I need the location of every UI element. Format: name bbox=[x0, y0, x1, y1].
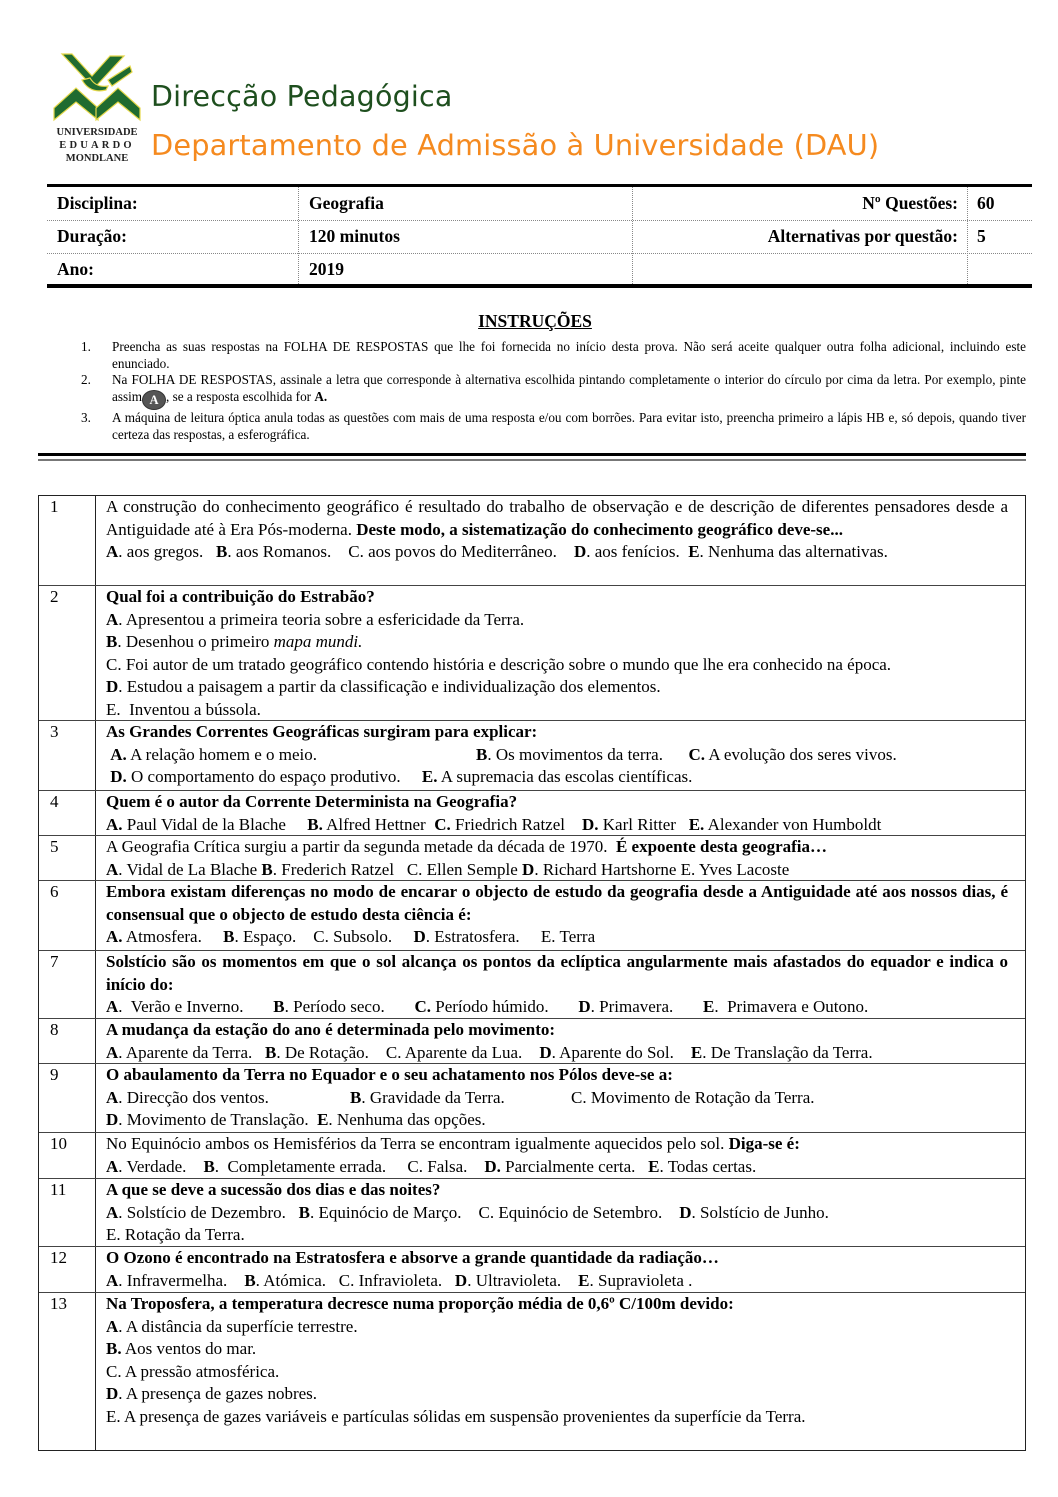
question-number: 5 bbox=[50, 837, 59, 856]
option-text: Infravioleta. bbox=[358, 1270, 443, 1290]
option-line: B. Desenhou o primeiro mapa mundi. bbox=[106, 632, 363, 652]
option-letter: D bbox=[106, 677, 119, 697]
question-number: 2 bbox=[50, 587, 59, 606]
question-number: 10 bbox=[50, 1134, 67, 1153]
option-letter: A bbox=[106, 1042, 119, 1062]
option-text: Os movimentos da terra. bbox=[495, 744, 663, 764]
option-letter: B bbox=[203, 1156, 215, 1176]
option-letter: D bbox=[582, 814, 595, 834]
stem-bold-text: A que se deve a sucessão dos dias e das noites? bbox=[106, 1180, 441, 1199]
question-row bbox=[39, 1133, 1025, 1179]
options-line: A. aos gregos. B. aos Romanos. C. aos povos do Mediterrâneo. D. aos fenícios. E. Nenhuma das alternativas. bbox=[106, 542, 888, 562]
duracao-value: 120 minutos bbox=[309, 226, 400, 246]
option-letter: C bbox=[385, 1042, 398, 1062]
option-letter: A bbox=[106, 1270, 119, 1290]
question-number: 7 bbox=[50, 952, 59, 971]
option-text: Vidal de La Blache bbox=[126, 859, 258, 879]
ano-value: 2019 bbox=[309, 259, 344, 279]
option-text: Falsa. bbox=[427, 1156, 468, 1176]
options-line: A. Infravermelha. B. Atómica. C. Infravioleta. D. Ultravioleta. E. Supravioleta . bbox=[106, 1270, 693, 1290]
alternativas-value: 5 bbox=[977, 226, 986, 246]
question-row bbox=[39, 1179, 1025, 1247]
option-text: Infravermelha. bbox=[126, 1270, 228, 1290]
option-letter: B bbox=[273, 997, 285, 1017]
disciplina-value: Geografia bbox=[309, 193, 384, 213]
option-letter: B bbox=[265, 1042, 277, 1062]
question-stem bbox=[106, 1019, 1008, 1042]
option-text: Ultravioleta. bbox=[475, 1270, 562, 1290]
option-letter: C bbox=[348, 542, 360, 562]
options-line: A. Aparente da Terra. B. De Rotação. C. Aparente da Lua. D. Aparente do Sol. E. De Translação da Terra. bbox=[106, 1042, 873, 1062]
option-text: De Rotação. bbox=[284, 1042, 369, 1062]
option-text: Verão e Inverno. bbox=[130, 997, 244, 1017]
option-letter: A bbox=[106, 1087, 119, 1107]
alternativas-label: Alternativas por questão: bbox=[767, 226, 958, 246]
option-text: Nenhuma das opções. bbox=[336, 1110, 486, 1130]
option-letter: B bbox=[223, 927, 235, 947]
option-text: Primavera. bbox=[599, 997, 674, 1017]
option-letter: A bbox=[106, 542, 119, 562]
option-text: Nenhuma das alternativas. bbox=[708, 542, 888, 562]
question-number: 8 bbox=[50, 1020, 59, 1039]
option-line: D. Estudou a paisagem a partir da classificação e individualização dos elementos. bbox=[106, 677, 661, 697]
option-letter: A bbox=[106, 814, 119, 834]
question-stem bbox=[106, 1247, 1008, 1270]
option-text: Equinócio de Março. bbox=[318, 1202, 462, 1222]
option-text: A evolução dos seres vivos. bbox=[708, 744, 897, 764]
instruction-text: Preencha as suas respostas na FOLHA DE RESPOSTAS que lhe foi fornecida no início desta prova. Não será aceite qualquer outra folha adicional, incluindo este enunciado. bbox=[112, 339, 1026, 371]
option-text: Parcialmente certa. bbox=[505, 1156, 636, 1176]
option-text: Paul Vidal de la Blache bbox=[126, 814, 286, 834]
option-text: A relação homem e o meio. bbox=[130, 744, 318, 764]
option-letter: B bbox=[106, 1339, 118, 1359]
question-row bbox=[39, 1293, 1025, 1450]
option-letter: C bbox=[571, 1087, 583, 1107]
option-letter: E bbox=[317, 1110, 329, 1130]
option-text: Richard Hartshorne bbox=[542, 859, 677, 879]
section-divider bbox=[38, 453, 1026, 456]
option-letter: D bbox=[539, 1042, 552, 1062]
instruction-item bbox=[78, 339, 1026, 372]
option-line: E. A presença de gazes variáveis e partículas sólidas em suspensão provenientes da superfície da Terra. bbox=[106, 1406, 806, 1426]
option-text: Foi autor de um tratado geográfico contendo história e descrição sobre o mundo que lhe era conhecido na época. bbox=[125, 654, 892, 674]
option-line: A. A distância da superfície terrestre. bbox=[106, 1316, 358, 1336]
option-text: Movimento de Rotação da Terra. bbox=[590, 1087, 815, 1107]
options-line: D. O comportamento do espaço produtivo. E. A supremacia das escolas científicas. bbox=[110, 767, 693, 787]
stem-bold-text: Solstício são os momentos em que o sol alcança os pontos da eclíptica angularmente mais afastados do equador e indica o início do: bbox=[106, 952, 1008, 994]
question-row bbox=[39, 951, 1025, 1019]
option-letter: E bbox=[106, 1406, 117, 1426]
question-body bbox=[106, 1133, 1008, 1178]
question-stem bbox=[106, 1179, 1008, 1202]
option-text: A presença de gazes nobres. bbox=[125, 1384, 318, 1404]
question-stem bbox=[106, 881, 1008, 926]
question-body bbox=[106, 1293, 1008, 1429]
stem-bold-text: Quem é o autor da Corrente Determinista na Geografia? bbox=[106, 792, 518, 811]
university-logo bbox=[52, 50, 142, 172]
options-line: A. A relação homem e o meio. B. Os movimentos da terra. C. A evolução dos seres vivos. bbox=[110, 744, 897, 764]
option-letter: C bbox=[338, 1270, 351, 1290]
stem-bold-text: Qual foi a contribuição do Estrabão? bbox=[106, 587, 375, 606]
question-stem bbox=[106, 586, 1008, 609]
question-number: 11 bbox=[50, 1180, 67, 1199]
option-letter: E bbox=[648, 1156, 660, 1176]
stem-bold-text: O abaulamento da Terra no Equador e o seu achatamento nos Pólos deve-se a: bbox=[106, 1065, 673, 1084]
option-text: De Translação da Terra. bbox=[710, 1042, 873, 1062]
option-line: B. Aos ventos do mar. bbox=[106, 1339, 257, 1359]
question-number: 3 bbox=[50, 722, 59, 741]
option-letter: E bbox=[703, 997, 715, 1017]
option-text: Período húmido. bbox=[435, 997, 549, 1017]
header-title: Direcção Pedagógica bbox=[151, 80, 453, 113]
option-text: Primavera e Outono. bbox=[727, 997, 869, 1017]
question-body bbox=[106, 881, 1008, 949]
stem-bold-text: Embora existam diferenças no modo de encarar o objecto de estudo da geografia desde a Antiguidade até aos nossos dias, é consensual que o objecto de estudo desta ciência é: bbox=[106, 882, 1008, 924]
logo-line-1: UNIVERSIDADE bbox=[56, 127, 138, 138]
option-letter: A bbox=[106, 609, 119, 629]
stem-text: A Geografia Crítica surgiu a partir da segunda metade da década de 1970. bbox=[106, 837, 608, 856]
option-letter: E bbox=[680, 859, 692, 879]
ano-label: Ano: bbox=[57, 259, 94, 279]
option-text: aos Romanos. bbox=[235, 542, 332, 562]
question-stem bbox=[106, 791, 1008, 814]
option-text: Apresentou a primeira teoria sobre a esfericidade da Terra. bbox=[125, 609, 525, 629]
option-text: Gravidade da Terra. bbox=[369, 1087, 505, 1107]
option-text: Equinócio de Setembro. bbox=[498, 1202, 663, 1222]
questoes-label: Nº Questões: bbox=[862, 193, 958, 213]
section-divider bbox=[38, 459, 1026, 461]
option-letter: D bbox=[106, 1384, 119, 1404]
option-letter: C bbox=[406, 859, 419, 879]
question-number: 4 bbox=[50, 792, 59, 811]
option-text: Inventou a bússola. bbox=[129, 699, 261, 719]
option-text: Alexander von Humboldt bbox=[707, 814, 882, 834]
option-text: aos gregos. bbox=[126, 542, 204, 562]
question-body bbox=[106, 586, 1008, 722]
disciplina-label: Disciplina: bbox=[57, 193, 138, 213]
option-text: Direcção dos ventos. bbox=[126, 1087, 269, 1107]
question-row bbox=[39, 1064, 1025, 1133]
question-row bbox=[39, 791, 1025, 836]
options-line: A. Direcção dos ventos. B. Gravidade da Terra. C. Movimento de Rotação da Terra. bbox=[106, 1087, 815, 1107]
option-text: Atmosfera. bbox=[125, 927, 202, 947]
option-text: A presença de gazes variáveis e partículas sólidas em suspensão provenientes da superfície da Terra. bbox=[123, 1406, 806, 1426]
option-letter: B bbox=[298, 1202, 310, 1222]
question-row bbox=[39, 586, 1025, 721]
stem-bold-text: O Ozono é encontrado na Estratosfera e absorve a grande quantidade da radiação… bbox=[106, 1248, 719, 1267]
option-letter: A bbox=[106, 927, 119, 947]
question-row bbox=[39, 496, 1025, 586]
option-letter: B bbox=[350, 1087, 362, 1107]
instructions-list bbox=[78, 339, 1026, 444]
option-text: Alfred Hettner bbox=[326, 814, 426, 834]
option-letter: C bbox=[106, 1361, 118, 1381]
option-letter: D bbox=[110, 767, 123, 787]
questions-table bbox=[38, 495, 1026, 1451]
option-letter: B bbox=[307, 814, 319, 834]
option-text: Desenhou o primeiro bbox=[125, 632, 270, 652]
question-number: 13 bbox=[50, 1294, 67, 1313]
option-text: Karl Ritter bbox=[602, 814, 676, 834]
exam-info-table bbox=[47, 184, 1032, 288]
option-letter: E bbox=[106, 699, 117, 719]
options-line: D. Movimento de Translação. E. Nenhuma das opções. bbox=[106, 1110, 486, 1130]
filled-bubble-example-icon: A bbox=[142, 390, 166, 410]
options-line: A. Atmosfera. B. Espaço. C. Subsolo. D. Estratosfera. E. Terra bbox=[106, 927, 596, 947]
stem-text: No Equinócio ambos os Hemisférios da Terra se encontram igualmente aquecidos pelo sol. bbox=[106, 1134, 725, 1153]
option-letter: E bbox=[688, 542, 700, 562]
question-body bbox=[106, 721, 1008, 789]
option-letter: A bbox=[106, 997, 119, 1017]
option-text: Solstício de Dezembro. bbox=[126, 1202, 286, 1222]
instruction-text: A máquina de leitura óptica anula todas as questões com mais de uma resposta e/ou com borrões. Para evitar isto, preencha primeiro a lápis HB e, só depois, quando tiver certeza das respostas, a esferográfica. bbox=[112, 410, 1026, 442]
option-letter: A bbox=[106, 1202, 119, 1222]
instruction-answer: A. bbox=[314, 389, 328, 405]
option-letter: E bbox=[690, 1042, 703, 1062]
option-letter: A bbox=[110, 744, 123, 764]
option-letter: A bbox=[106, 1156, 119, 1176]
stem-bold-text: É expoente desta geografia… bbox=[615, 837, 828, 856]
option-line: C. A pressão atmosférica. bbox=[106, 1361, 280, 1381]
header-subtitle: Departamento de Admissão à Universidade (DAU) bbox=[151, 128, 880, 162]
logo-emblem-icon bbox=[52, 50, 142, 126]
option-letter: D bbox=[454, 1270, 468, 1290]
option-line: A. Apresentou a primeira teoria sobre a esfericidade da Terra. bbox=[106, 609, 525, 629]
option-letter: D bbox=[106, 1110, 119, 1130]
question-stem bbox=[106, 951, 1008, 996]
stem-text: A construção do conhecimento geográfico é resultado do trabalho de observação e de descrição de diferentes pensadores desde a Antiguidade até à Era Pós-moderna. bbox=[106, 497, 1008, 539]
question-row bbox=[39, 721, 1025, 791]
instruction-item bbox=[78, 372, 1026, 410]
option-text: aos povos do Mediterrâneo. bbox=[368, 542, 557, 562]
option-letter: E bbox=[578, 1270, 590, 1290]
question-stem bbox=[106, 1133, 1008, 1156]
option-letter: C bbox=[313, 927, 325, 947]
question-number: 1 bbox=[50, 497, 59, 516]
option-letter: B bbox=[216, 542, 228, 562]
option-italic-text: mapa mundi. bbox=[273, 632, 363, 652]
option-text: Completamente errada. bbox=[227, 1156, 387, 1176]
option-text: Terra bbox=[559, 927, 596, 947]
option-letter: B bbox=[476, 744, 488, 764]
option-text: Espaço. bbox=[242, 927, 297, 947]
option-text: Subsolo. bbox=[333, 927, 393, 947]
option-letter: D bbox=[679, 1202, 692, 1222]
option-text: Todas certas. bbox=[667, 1156, 757, 1176]
options-line: A. Verão e Inverno. B. Período seco. C. Período húmido. D. Primavera. E. Primavera e Outono. bbox=[106, 997, 869, 1017]
stem-bold-text: As Grandes Correntes Geográficas surgiram para explicar: bbox=[106, 722, 538, 741]
instruction-item bbox=[78, 410, 1026, 443]
questoes-value: 60 bbox=[977, 193, 995, 213]
stem-bold-text: A mudança da estação do ano é determinada pelo movimento: bbox=[106, 1020, 556, 1039]
option-text: Yves Lacoste bbox=[698, 859, 790, 879]
instruction-text-after: , se a resposta escolhida for bbox=[166, 389, 312, 405]
option-text: Estudou a paisagem a partir da classificação e individualização dos elementos. bbox=[126, 677, 661, 697]
logo-line-3: MONDLANE bbox=[65, 153, 129, 164]
instruction-number: 1. bbox=[81, 339, 91, 354]
question-body bbox=[106, 1179, 1008, 1247]
question-row bbox=[39, 1247, 1025, 1293]
info-row-ano bbox=[47, 253, 1032, 286]
option-text: Aparente da Lua. bbox=[404, 1042, 523, 1062]
option-letter: E bbox=[421, 767, 434, 787]
question-stem bbox=[106, 496, 1008, 541]
option-text: A distância da superfície terrestre. bbox=[125, 1316, 358, 1336]
logo-line-2: EDUARDO bbox=[59, 140, 135, 151]
option-text: A pressão atmosférica. bbox=[124, 1361, 280, 1381]
option-line: E. Inventou a bússola. bbox=[106, 699, 261, 719]
option-letter: B bbox=[106, 632, 118, 652]
info-row-duracao bbox=[47, 220, 1032, 254]
question-stem bbox=[106, 721, 1008, 744]
option-text: Ellen Semple bbox=[426, 859, 518, 879]
question-stem bbox=[106, 1293, 1008, 1316]
options-line: A. Paul Vidal de la Blache B. Alfred Hettner C. Friedrich Ratzel D. Karl Ritter E. Alexander von Humboldt bbox=[106, 814, 882, 834]
option-text: Supravioleta . bbox=[597, 1270, 693, 1290]
duracao-label: Duração: bbox=[57, 226, 127, 246]
question-body bbox=[106, 951, 1008, 1019]
options-line: A. Vidal de La Blache B. Frederich Ratzel C. Ellen Semple D. Richard Hartshorne E. Yves Lacoste bbox=[106, 859, 790, 879]
option-text: Solstício de Junho. bbox=[699, 1202, 829, 1222]
question-body bbox=[106, 1019, 1008, 1064]
option-letter: D bbox=[522, 859, 535, 879]
option-text: Verdade. bbox=[126, 1156, 187, 1176]
option-text: Movimento de Translação. bbox=[126, 1110, 309, 1130]
option-text: Frederich Ratzel bbox=[281, 859, 395, 879]
question-row bbox=[39, 1019, 1025, 1064]
question-number: 12 bbox=[50, 1248, 67, 1267]
option-text: A supremacia das escolas científicas. bbox=[440, 767, 693, 787]
options-line: A. Solstício de Dezembro. B. Equinócio de Março. C. Equinócio de Setembro. D. Solstício de Junho. bbox=[106, 1202, 829, 1222]
option-letter: D bbox=[578, 997, 591, 1017]
stem-bold-text: Deste modo, a sistematização do conhecimento geográfico deve-se... bbox=[356, 519, 843, 539]
instruction-text: Na FOLHA DE RESPOSTAS, assinale a letra que corresponde à alternativa escolhida pintando completamente o interior do círculo por cima da letra. Por exemplo, pinte assim bbox=[112, 372, 1026, 405]
question-row bbox=[39, 881, 1025, 951]
option-text: Período seco. bbox=[293, 997, 385, 1017]
option-text: Aos ventos do mar. bbox=[124, 1339, 257, 1359]
option-line: D. A presença de gazes nobres. bbox=[106, 1384, 318, 1404]
question-body bbox=[106, 791, 1008, 836]
option-text: Aparente da Terra. bbox=[125, 1042, 253, 1062]
option-letter: B bbox=[261, 859, 273, 879]
option-letter: D bbox=[573, 542, 587, 562]
option-letter: C bbox=[407, 1156, 419, 1176]
question-stem bbox=[106, 1064, 1008, 1087]
option-letter: D bbox=[484, 1156, 497, 1176]
question-number: 9 bbox=[50, 1065, 59, 1084]
option-text: Friedrich Ratzel bbox=[455, 814, 565, 834]
question-row bbox=[39, 836, 1025, 881]
option-letter: C bbox=[414, 997, 427, 1017]
question-body bbox=[106, 496, 1008, 564]
option-letter: C bbox=[434, 814, 447, 834]
instruction-number: 2. bbox=[81, 372, 91, 388]
logo-wordmark bbox=[52, 126, 142, 165]
option-letter: E bbox=[540, 927, 552, 947]
question-body bbox=[106, 1247, 1008, 1292]
option-text: Estratosfera. bbox=[434, 927, 520, 947]
option-letter: A bbox=[106, 1316, 119, 1336]
option-text: Atómica. bbox=[263, 1270, 327, 1290]
options-line: A. Verdade. B. Completamente errada. C. Falsa. D. Parcialmente certa. E. Todas certas. bbox=[106, 1156, 757, 1176]
option-text: Rotação da Terra. bbox=[124, 1225, 245, 1245]
option-letter: C bbox=[688, 744, 701, 764]
option-letter: A bbox=[106, 859, 119, 879]
option-letter: D bbox=[413, 927, 426, 947]
info-row-disciplina bbox=[47, 187, 1032, 221]
question-body bbox=[106, 836, 1008, 881]
option-line: C. Foi autor de um tratado geográfico contendo história e descrição sobre o mundo que lhe era conhecido na época. bbox=[106, 654, 892, 674]
option-letter: B bbox=[244, 1270, 256, 1290]
options-line: E. Rotação da Terra. bbox=[106, 1225, 245, 1245]
option-letter: C bbox=[478, 1202, 490, 1222]
question-number: 6 bbox=[50, 882, 59, 901]
question-body bbox=[106, 1064, 1008, 1132]
instructions-title: INSTRUÇÕES bbox=[478, 311, 592, 331]
stem-bold-text: Diga-se é: bbox=[728, 1134, 800, 1153]
option-letter: E bbox=[688, 814, 701, 834]
instruction-number: 3. bbox=[81, 410, 91, 426]
option-text: aos fenícios. bbox=[594, 542, 680, 562]
question-stem bbox=[106, 836, 1008, 859]
stem-bold-text: Na Troposfera, a temperatura decresce numa proporção média de 0,6º C/100m devido: bbox=[106, 1294, 734, 1313]
option-text: Aparente do Sol. bbox=[559, 1042, 674, 1062]
option-letter: E bbox=[106, 1225, 117, 1245]
option-text: O comportamento do espaço produtivo. bbox=[131, 767, 401, 787]
option-letter: C bbox=[106, 654, 118, 674]
